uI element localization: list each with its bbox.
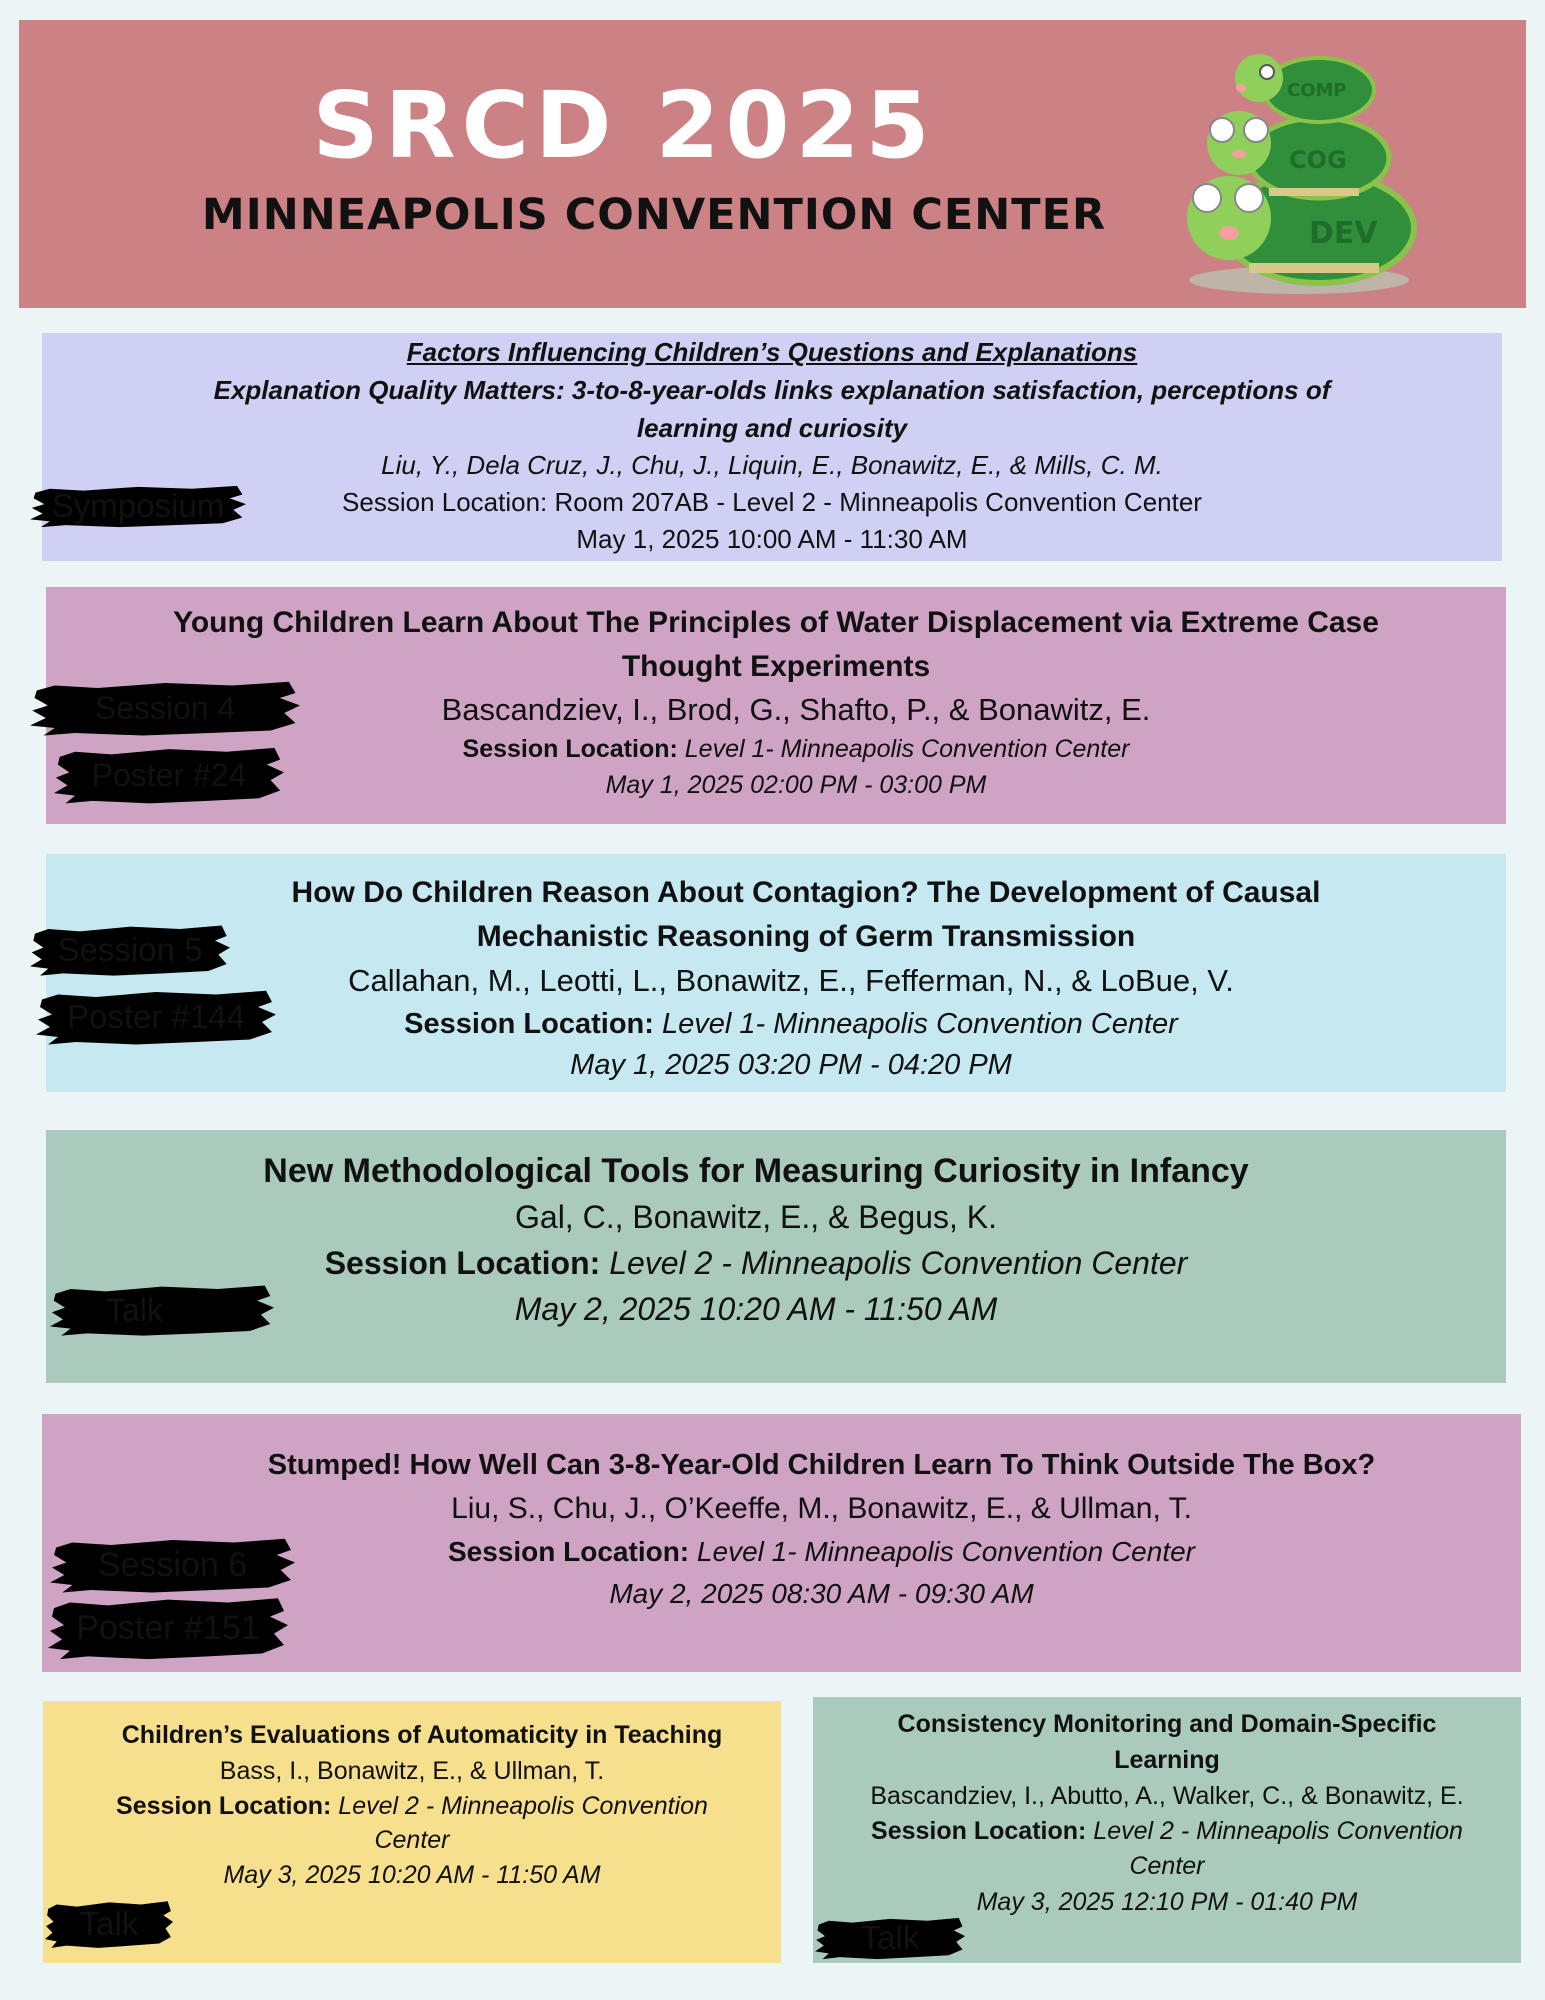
session-location: Session Location: Room 207AB - Level 2 - Minneapolis Convention Center [342, 487, 1202, 517]
presentation-title: Consistency Monitoring and Domain-Specific Learning [897, 1710, 1437, 1774]
symposium-title: Factors Influencing Children’s Questions and Explanations [406, 337, 1138, 367]
session-location: Session Location: Level 1- Minneapolis Convention Center [462, 735, 1130, 763]
presentation-title: Stumped! How Well Can 3-8-Year-Old Children Learn To Think Outside The Box? [267, 1449, 1376, 1481]
session-location: Session Location: Level 2 - Minneapolis Convention Center [116, 1792, 708, 1854]
session-location: Session Location: Level 2 - Minneapolis Convention Center [324, 1245, 1188, 1281]
badge-talk: Talk [45, 1898, 173, 1950]
session-datetime: May 1, 2025 03:20 PM - 04:20 PM [570, 1049, 1012, 1081]
authors: Liu, S., Chu, J., O’Keeffe, M., Bonawitz, E., & Ullman, T. [451, 1492, 1192, 1525]
badge-symposium: Symposium [30, 483, 246, 529]
badge-poster: Poster #24 [54, 744, 284, 806]
presentation-title: New Methodological Tools for Measuring Curiosity in Infancy [263, 1152, 1249, 1190]
header-banner [19, 20, 1526, 308]
session-datetime: May 1, 2025 02:00 PM - 03:00 PM [605, 771, 987, 799]
venue-subtitle: MINNEAPOLIS CONVENTION CENTER [201, 190, 1107, 240]
authors: Liu, Y., Dela Cruz, J., Chu, J., Liquin, E., Bonawitz, E., & Mills, C. M. [381, 450, 1163, 480]
session-datetime: May 1, 2025 10:00 AM - 11:30 AM [576, 524, 968, 554]
session-location: Session Location: Level 1- Minneapolis Convention Center [404, 1008, 1178, 1040]
shell-label-dev: DEV [1309, 216, 1378, 251]
presentation-card-talk [813, 1697, 1521, 1963]
turtle-mascot-icon [1159, 48, 1439, 298]
shell-label-cog: COG [1289, 146, 1347, 174]
presentation-card-symposium [42, 333, 1502, 561]
authors: Gal, C., Bonawitz, E., & Begus, K. [515, 1199, 997, 1235]
badge-talk: Talk [815, 1915, 965, 1961]
presentation-title: Young Children Learn About The Principles of Water Displacement via Extreme Case Thought Experiments [173, 606, 1379, 683]
presentation-title: How Do Children Reason About Contagion? The Development of Causal Mechanistic Reasoning of Germ Transmission [291, 876, 1321, 953]
session-datetime: May 2, 2025 08:30 AM - 09:30 AM [609, 1578, 1034, 1609]
badge-poster: Poster #151 [48, 1594, 288, 1662]
badge-talk: Talk [50, 1282, 274, 1338]
authors: Bascandziev, I., Brod, G., Shafto, P., & Bonawitz, E. [441, 692, 1151, 727]
session-location: Session Location: Level 2 - Minneapolis Convention Center [871, 1817, 1463, 1880]
authors: Bascandziev, I., Abutto, A., Walker, C., & Bonawitz, E. [870, 1782, 1464, 1810]
presentation-card-talk [46, 1130, 1506, 1383]
badge-poster: Poster #144 [36, 987, 276, 1047]
session-datetime: May 2, 2025 10:20 AM - 11:50 AM [514, 1291, 998, 1327]
presentation-title: Children’s Evaluations of Automaticity in Teaching [121, 1721, 723, 1749]
badge-session: Session 5 [30, 922, 230, 978]
badge-session: Session 6 [50, 1535, 295, 1595]
presentation-card-session-6 [42, 1414, 1521, 1672]
shell-label-comp: COMP [1287, 80, 1347, 101]
presentation-card-talk [43, 1701, 781, 1963]
session-datetime: May 3, 2025 10:20 AM - 11:50 AM [223, 1861, 601, 1889]
session-location: Session Location: Level 1- Minneapolis Convention Center [447, 1536, 1195, 1567]
page-title: SRCD 2025 [312, 72, 936, 179]
badge-session: Session 4 [30, 678, 300, 738]
presentation-title: Explanation Quality Matters: 3-to-8-year-olds links explanation satisfaction, perceptions of learning and curiosity [213, 375, 1331, 443]
authors: Callahan, M., Leotti, L., Bonawitz, E., Fefferman, N., & LoBue, V. [348, 963, 1234, 998]
authors: Bass, I., Bonawitz, E., & Ullman, T. [219, 1757, 605, 1785]
presentation-card-session-4 [46, 587, 1506, 824]
presentation-card-session-5 [46, 854, 1506, 1092]
session-datetime: May 3, 2025 12:10 PM - 01:40 PM [976, 1888, 1358, 1916]
